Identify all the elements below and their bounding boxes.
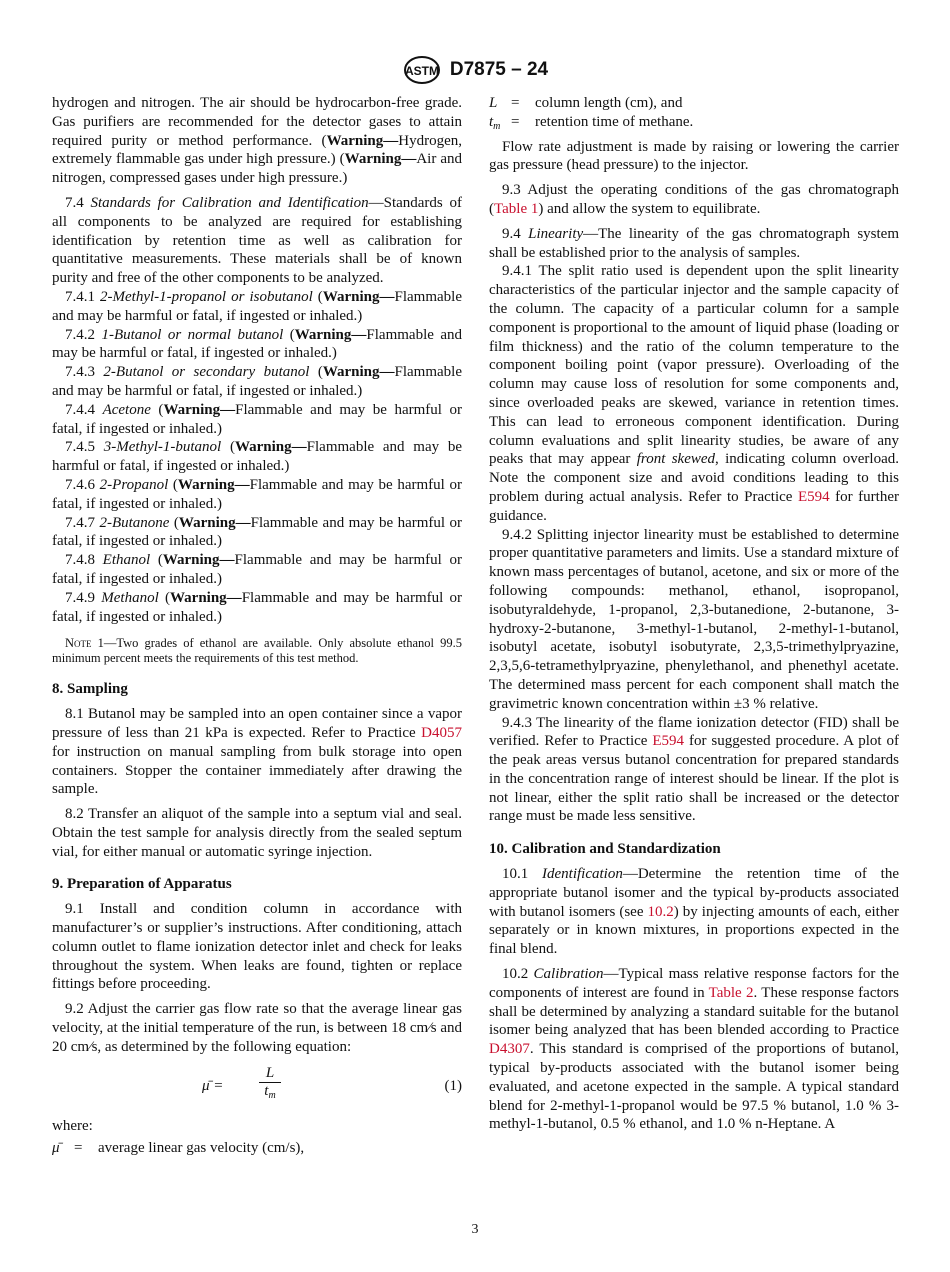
subsection-paragraph	[52, 363, 462, 401]
right-column-text	[489, 138, 899, 1135]
italic-term: 2-Propanol	[99, 476, 169, 493]
text-run: Flammable and may be harmful or fatal, if ingested or inhaled.)	[52, 552, 462, 587]
paragraph	[52, 1000, 462, 1056]
text-run: 10.1	[502, 866, 542, 883]
text-run: ) by injecting amounts of each, either separately or in known mixtures, in proportions expected in the final blend.	[489, 903, 899, 958]
section-heading	[52, 680, 462, 699]
paragraph	[52, 705, 462, 799]
text-run: —Determine the retention time of the appropriate butanol isomer and the typical by-products associated with butanol isomers (see	[489, 866, 899, 920]
where-label: where:	[52, 1117, 93, 1134]
text-run: Flammable and may be harmful or fatal, if ingested or inhaled.)	[52, 364, 463, 399]
symbol-subscript: m	[493, 120, 501, 132]
text-run: —Two grades of ethanol are available. Only absolute ethanol 99.5 minimum percent meets the requirements of this test method.	[52, 636, 462, 666]
italic-term: 3-Methyl-1-butanol	[103, 439, 222, 456]
text-run: for suggested procedure. A plot of the peak areas versus butanol concentration for prepared standards in the concentration range of interest should be linear. If the plot is not linear, either the split ratio shall be increased or the detector range must be made less sensitive.	[489, 733, 899, 825]
equation-number: (1)	[444, 1077, 462, 1094]
warning-label: Warning—	[163, 401, 236, 418]
text-run: —The linearity of the gas chromatograph system shall be established prior to the analysis of samples.	[489, 225, 899, 261]
paragraph	[52, 194, 462, 288]
text-run: (	[158, 589, 170, 606]
text-run: 10. Calibration and Standardization	[489, 841, 721, 858]
text-run: (	[309, 364, 323, 381]
definition-tm	[489, 113, 899, 132]
subsection-paragraph	[52, 589, 462, 627]
paragraph	[489, 138, 899, 176]
section-heading	[489, 840, 899, 859]
subsection-paragraph	[52, 438, 462, 476]
reference-link[interactable]: D4307	[489, 1041, 530, 1058]
definition-L	[489, 94, 899, 113]
section-heading	[52, 875, 462, 894]
text-run: 10.2	[502, 966, 534, 983]
definition-text: retention time of methane.	[535, 113, 694, 130]
text-run: 7.4.4	[65, 401, 103, 418]
text-run: hydrogen and nitrogen. The air should be hydrocarbon-free grade. Gas purifiers are recommended for the detector gases to attain required purity or method performance. (	[52, 95, 462, 149]
text-run: (	[283, 326, 295, 343]
italic-term: Acetone	[102, 401, 151, 418]
text-run: for instruction on manual sampling from bulk storage into open containers. Stopper the container immediately after drawing the sample.	[52, 743, 462, 798]
definition-text: column length (cm), and	[535, 95, 683, 111]
warning-label: Warning—	[326, 132, 399, 149]
text-run: . These response factors shall be determined by analyzing a standard suitable for the butanol isomer being analyzed that has been blended according to Practice	[489, 984, 899, 1039]
definition-symbol	[489, 113, 511, 132]
warning-label: Warning—	[322, 364, 395, 381]
warning-label: Warning—	[344, 151, 417, 168]
text-run: Flammable and may be harmful or fatal, if ingested or inhaled.)	[52, 401, 463, 437]
text-run: 7.4	[65, 194, 91, 211]
denominator-subscript: m	[268, 1089, 276, 1101]
equation-denominator	[259, 1083, 281, 1100]
italic-term: 2-Butanone	[99, 514, 170, 531]
right-column	[489, 94, 899, 1134]
italic-term: front skewed	[636, 451, 716, 468]
denominator-symbol: t	[264, 1082, 269, 1099]
text-run: Flammable and may be harmful or fatal, if ingested or inhaled.)	[52, 476, 462, 512]
italic-term: Calibration	[533, 966, 604, 983]
text-run: 9. Preparation of Apparatus	[52, 876, 232, 893]
text-run: 7.4.6	[65, 476, 100, 493]
equation-lhs: μ̄ =	[202, 1077, 224, 1094]
text-run: 9.4.2 Splitting injector linearity must be established to determine proper quantitative parameters and limits. Use a standard mixture of known mass percentages of butanol, acetone, and six or more of the following compounds: methanol, ethanol, isopropanol, isobutyraldehyde, 1-propanol, 2,3-butanedione, 2-butanone, 3-hydroxy-2-butanone, 3-methyl-1-butanol, 2-methyl-1-butanol, isobutyl acetate, isobutyl isobutyrate, 2,3,5-trimethylpryazine, 2,3,5,6-tetramethylpryazine, phenylethanol, and phenethyl acetate. The determined mass percent for each component shall match the gravimetric known concentration within ±3 % relative.	[489, 526, 899, 712]
text-run: 8.1 Butanol may be sampled into an open container since a vapor pressure of less than 21 kPa is expected. Refer to Practice	[52, 706, 462, 741]
warning-label: Warning—	[162, 552, 235, 569]
text-run: 7.4.7	[65, 514, 100, 531]
text-run: Flammable and may be harmful or fatal, if ingested or inhaled.)	[52, 439, 463, 475]
paragraph	[52, 805, 462, 861]
text-run: 9.3 Adjust the operating conditions of the gas chromatograph (	[489, 182, 899, 217]
text-run: 7.4.8	[65, 552, 103, 569]
text-run: (	[312, 288, 323, 305]
paragraph	[489, 965, 899, 1134]
astm-logo-icon	[402, 55, 442, 85]
text-run: Flammable and may be harmful or fatal, if ingested or inhaled.)	[52, 288, 462, 324]
text-run: 9.4.3 The linearity of the flame ionization detector (FID) shall be verified. Refer to Practice	[489, 714, 899, 750]
equation-numerator: L	[259, 1065, 281, 1083]
italic-term: Identification	[542, 866, 623, 883]
paragraph	[52, 94, 462, 188]
reference-link[interactable]: Table 2	[708, 984, 754, 1001]
italic-term: 1-Butanol or normal butanol	[101, 326, 284, 343]
warning-label: Warning—	[170, 589, 242, 606]
text-run: 7.4.1	[65, 288, 101, 305]
text-run: Flammable and may be harmful or fatal, if ingested or inhaled.)	[52, 326, 462, 362]
text-run: Hydrogen, extremely flammable gas under high pressure.) (	[52, 132, 462, 168]
paragraph	[489, 181, 899, 219]
paragraph	[489, 225, 899, 263]
text-run: —Standards of all components to be analyzed are required for establishing identification by retention time as well as calibration for quantitative measurements. These materials shall be of known purity and free of the other components to be analyzed.	[52, 194, 463, 287]
italic-term: Ethanol	[102, 552, 151, 569]
text-run: 9.4	[502, 225, 529, 242]
equation-1	[52, 1061, 462, 1117]
left-column	[52, 94, 462, 1158]
subsection-paragraph	[489, 262, 899, 525]
paragraph	[489, 865, 899, 959]
subsection-paragraph	[52, 551, 462, 589]
text-run: (	[169, 514, 179, 531]
warning-label: Warning—	[178, 514, 251, 531]
warning-label: Warning—	[234, 439, 307, 456]
text-run: 9.2 Adjust the carrier gas flow rate so that the average linear gas velocity, at the initial temperature of the run, is between 18 cm⁄s and 20 cm⁄s, as determined by the following equation:	[52, 1001, 462, 1055]
text-run: (	[221, 439, 235, 456]
note-label: Note 1	[65, 636, 104, 651]
text-run: ) and allow the system to equilibrate.	[538, 200, 761, 217]
text-run: . This standard is comprised of the proportions of butanol, typical by-products associated with the butanol isomer being evaluated, and acetone expected in the sample. A typical standard blend for 2-methyl-1-propanol would be 97.5 % butanol, 1.0 % 3-methyl-1-butanol, 0.5 % ethanol, and 1.0 % n-Heptane. A	[489, 1041, 899, 1133]
subsection-paragraph	[52, 326, 462, 364]
definition-symbol: μ̄	[52, 1140, 60, 1157]
reference-link[interactable]: E594	[652, 733, 685, 750]
document-designation: D7875 – 24	[449, 59, 549, 80]
text-run: (	[150, 401, 164, 418]
italic-term: 2-Methyl-1-propanol or isobutanol	[100, 288, 313, 305]
italic-term: Linearity	[528, 225, 584, 242]
italic-term: Methanol	[101, 589, 159, 606]
reference-link[interactable]: D4057	[421, 724, 462, 741]
definition-equals: =	[511, 95, 520, 111]
warning-label: Warning—	[294, 326, 367, 343]
text-run: 7.4.3	[65, 364, 104, 381]
italic-term: 2-Butanol or secondary butanol	[103, 364, 310, 381]
symbol-base: t	[489, 113, 494, 130]
definition-equals: =	[74, 1140, 83, 1157]
reference-link[interactable]: E594	[797, 488, 830, 505]
text-run: Flow rate adjustment is made by raising or lowering the carrier gas pressure (head pressure) to the injector.	[489, 138, 899, 174]
text-run: —Typical mass relative response factors for the components of interest are found in	[489, 966, 900, 1001]
subsection-paragraph	[52, 514, 462, 552]
page-header	[0, 55, 950, 85]
subsection-paragraph	[52, 476, 462, 514]
subsection-paragraph	[489, 714, 899, 827]
svg-text:ASTM: ASTM	[404, 64, 439, 78]
text-run: Flammable and may be harmful or fatal, if ingested or inhaled.)	[52, 514, 463, 550]
text-run: Air and nitrogen, compressed gases under high pressure.)	[52, 151, 462, 187]
warning-label: Warning—	[322, 288, 395, 305]
definition-u	[52, 1139, 462, 1158]
paragraph	[52, 900, 462, 994]
definition-equals: =	[511, 113, 520, 130]
definition-text: average linear gas velocity (cm/s),	[98, 1140, 305, 1157]
note	[52, 636, 462, 666]
text-run: 7.4.9	[65, 589, 102, 606]
text-run: 7.4.5	[65, 439, 104, 456]
italic-term: Standards for Calibration and Identification	[90, 194, 369, 211]
reference-link[interactable]: 10.2	[647, 903, 674, 920]
text-run: Flammable and may be harmful or fatal, if ingested or inhaled.)	[52, 589, 463, 625]
text-run: 9.1 Install and condition column in accordance with manufacturer’s or supplier’s instructions. After conditioning, attach column outlet to flame ionization detector inlet and check for leaks throughout the system. When leaks are found, tighten or replace fittings before proceeding.	[52, 901, 462, 993]
page-number: 3	[471, 1222, 479, 1237]
definition-symbol: L	[489, 95, 498, 111]
text-run: (	[168, 476, 178, 493]
subsection-paragraph	[52, 401, 462, 439]
reference-link[interactable]: Table 1	[494, 200, 539, 217]
subsection-paragraph	[489, 526, 899, 714]
text-run: 8.2 Transfer an aliquot of the sample into a septum vial and seal. Obtain the test sample for analysis directly from the sealed septum vial, for either manual or automatic syringe injection.	[52, 806, 462, 860]
text-run: , indicating column overload. Note the component size and avoid conditions leading to this problem during actual analysis. Refer to Practice	[489, 451, 899, 505]
text-run: (	[150, 552, 163, 569]
text-run: 7.4.2	[65, 326, 102, 343]
subsection-paragraph	[52, 288, 462, 326]
text-run: 9.4.1 The split ratio used is dependent upon the split linearity characteristics of the particular injector and the sample capacity of the column. The capacity of a particular column for a sample component is proportional to the amount of liquid phase (loading or film thickness) and the ratio of the column temperature to the component boiling point (vapor pressure). Overloading of the column may cause loss of resolution for some components and, since overloaded peaks are skewed, variance in retention times. This can lead to erroneous component identification. During column evaluations and split linearity studies, be aware of any peaks that may appear	[489, 263, 899, 468]
text-run: 8. Sampling	[52, 681, 128, 698]
warning-label: Warning—	[177, 476, 250, 493]
left-column-text	[52, 94, 462, 1057]
equation-fraction	[259, 1065, 281, 1100]
text-run: for further guidance.	[489, 488, 899, 524]
